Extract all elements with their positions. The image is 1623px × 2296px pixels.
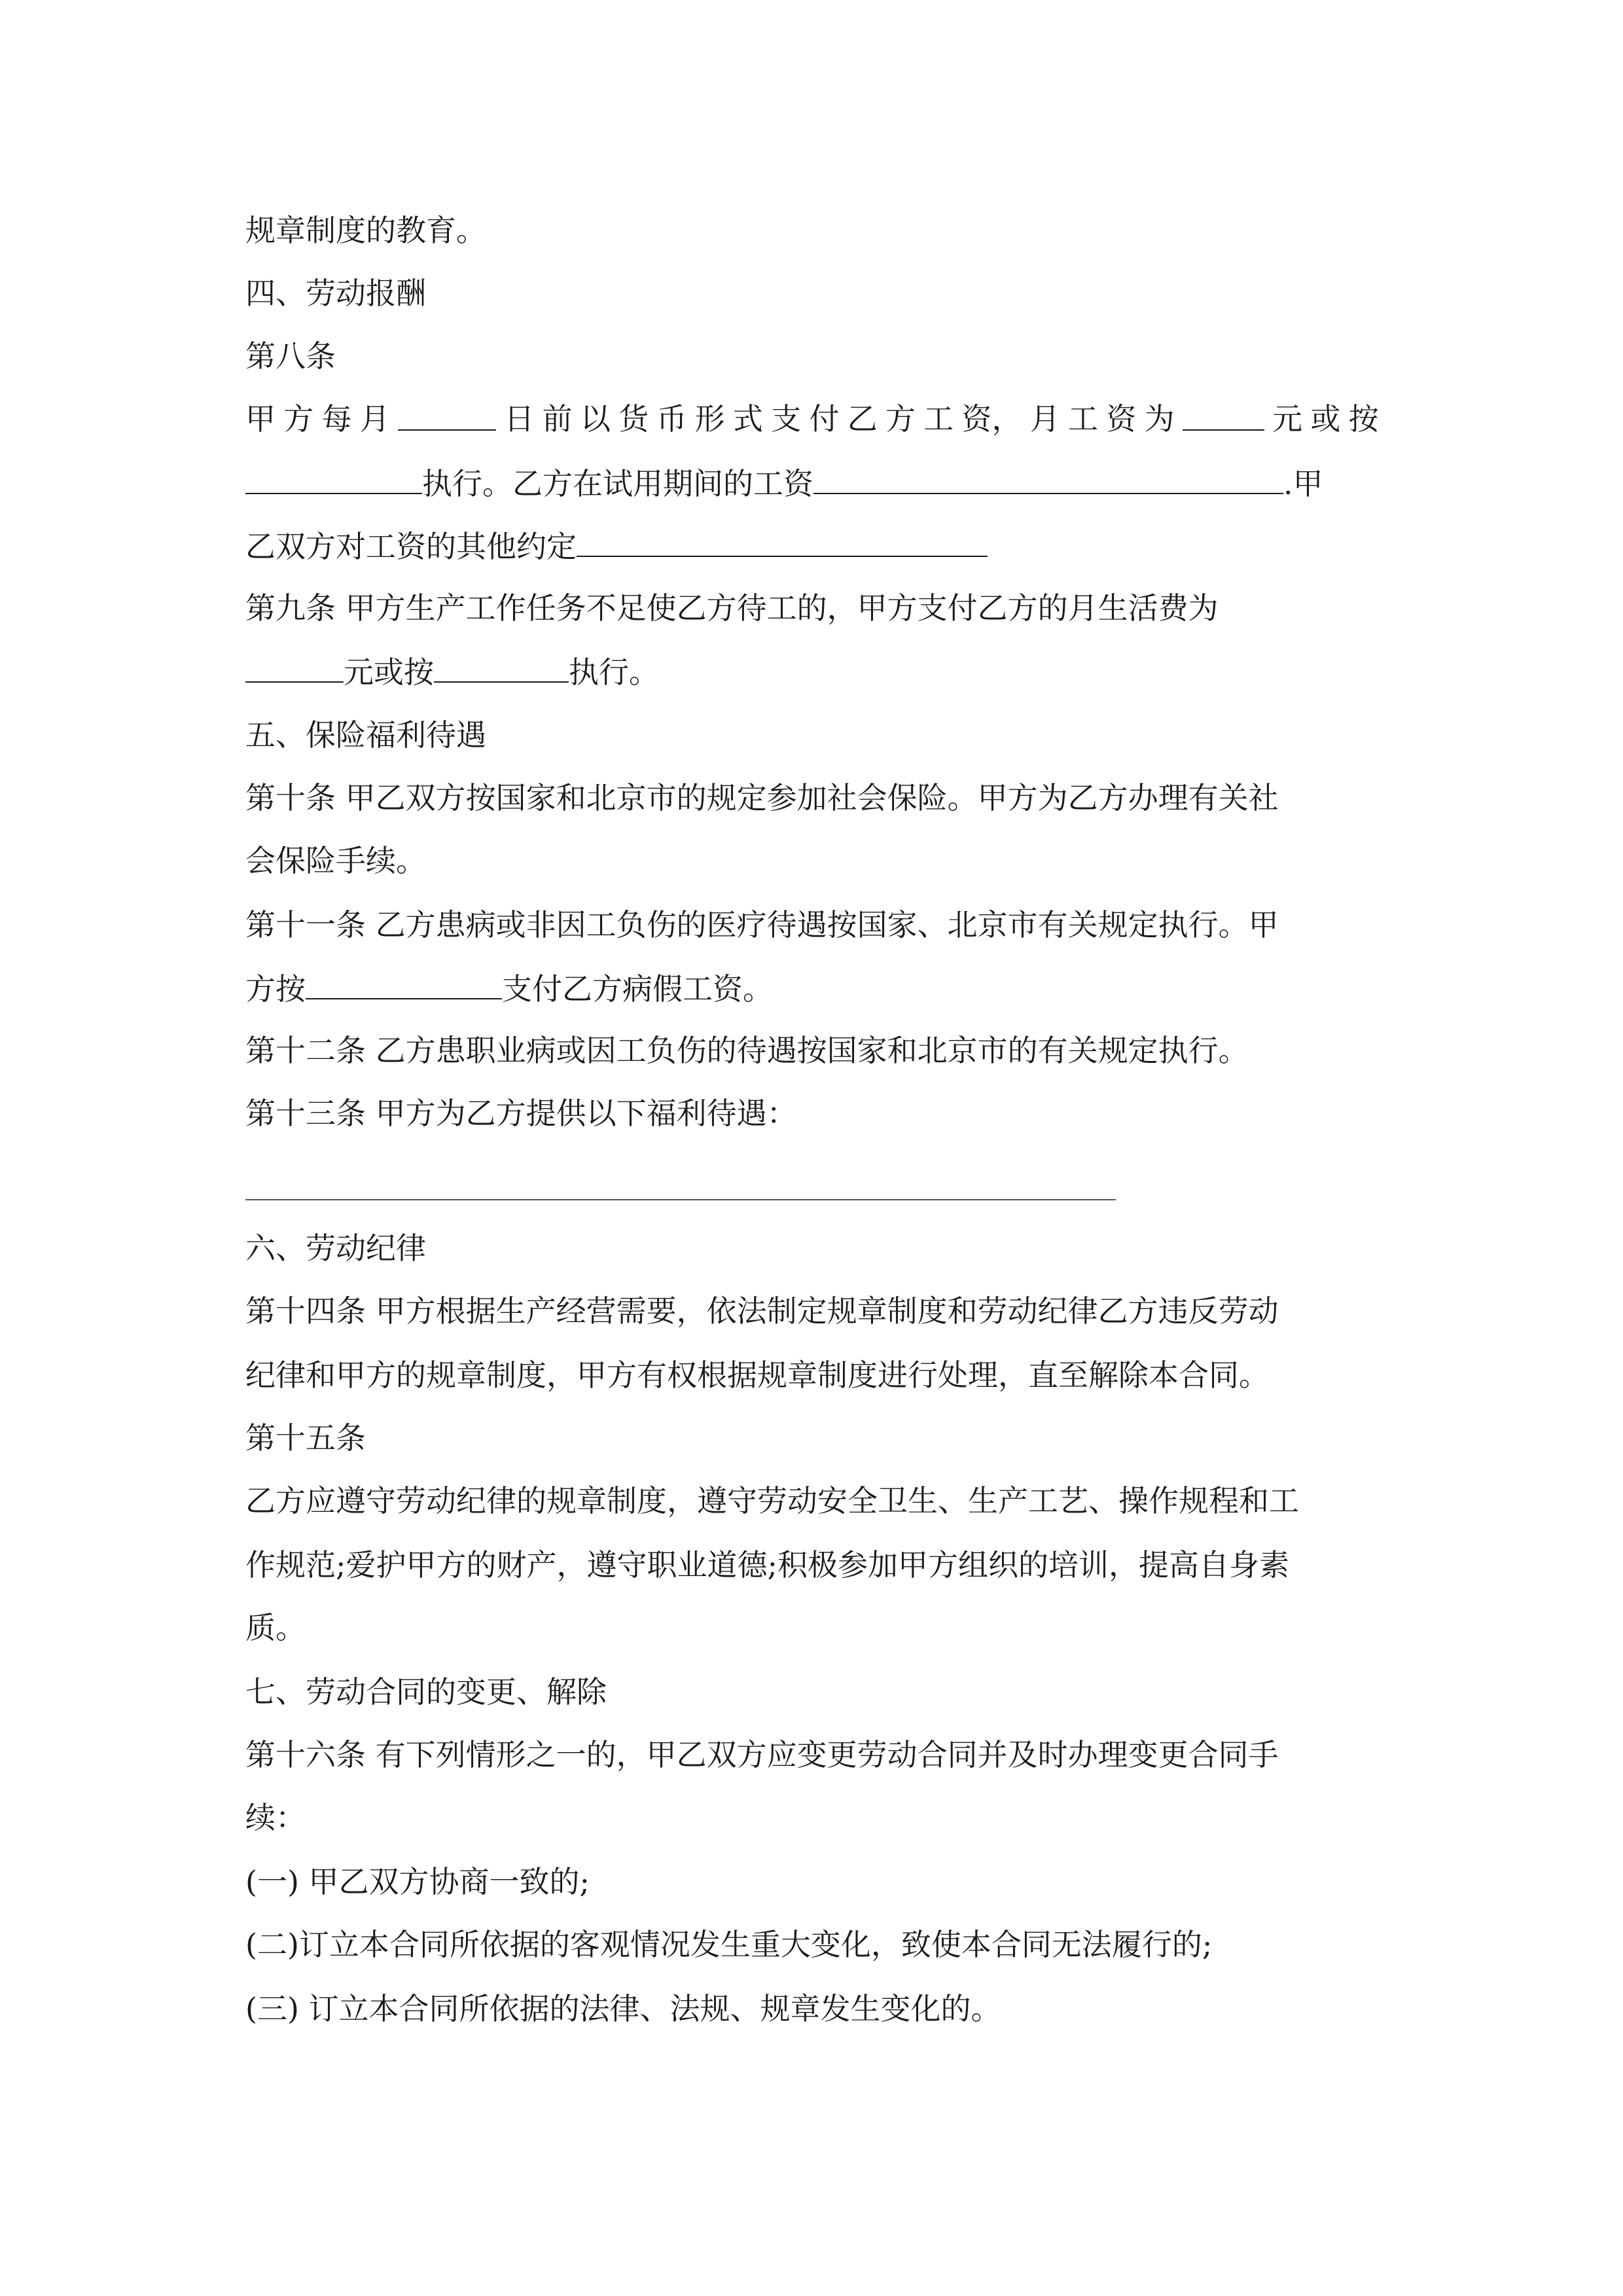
text-line: 规章制度的教育。	[245, 213, 486, 248]
text-span: 执行。	[569, 655, 659, 690]
text-span: 支付乙方病假工资。	[502, 971, 773, 1007]
text-span: .甲	[1283, 466, 1323, 501]
char: 资	[1106, 401, 1137, 437]
section-heading-7: 七、劳动合同的变更、解除	[245, 1674, 607, 1710]
char: 式	[732, 401, 763, 437]
char: 甲	[245, 401, 276, 437]
text-span: 元或按	[344, 655, 434, 690]
blank-benefits-line	[245, 1199, 1116, 1200]
article-11-line-1: 第十一条 乙方患病或非因工负伤的医疗待遇按国家、北京市有关规定执行。甲	[245, 907, 1279, 942]
article-14-line-2: 纪律和甲方的规章制度，甲方有权根据规章制度进行处理，直至解除本合同。	[245, 1357, 1269, 1393]
article-10-line-1: 第十条 甲乙双方按国家和北京市的规定参加社会保险。甲方为乙方办理有关社	[245, 780, 1279, 816]
article-11-line-2	[245, 968, 773, 1007]
blank-pay-day	[398, 399, 496, 431]
char: 乙	[847, 401, 878, 437]
char: 元	[1272, 401, 1303, 437]
article-16-line-1: 第十六条 有下列情形之一的，甲乙双方应变更劳动合同并及时办理变更合同手	[245, 1737, 1279, 1772]
article-8-title: 第八条	[245, 338, 336, 374]
article-9-line-2	[245, 651, 659, 691]
char: 月	[1029, 401, 1060, 437]
article-8-line-3	[245, 526, 988, 565]
char: 付	[809, 401, 840, 437]
char: 每	[321, 401, 352, 437]
article-14-line-1: 第十四条 甲方根据生产经营需要，依法制定规章制度和劳动纪律乙方违反劳动	[245, 1293, 1279, 1329]
article-8-line-2	[245, 463, 1323, 502]
char: 资，	[961, 401, 1022, 437]
char: 币	[656, 401, 687, 437]
char: 工	[923, 401, 954, 437]
article-16-line-2: 续：	[245, 1800, 306, 1835]
text-span: 方按	[245, 971, 306, 1007]
char: 以	[580, 401, 611, 437]
article-9-line-1: 第九条 甲方生产工作任务不足使乙方待工的，甲方支付乙方的月生活费为	[245, 590, 1219, 626]
char: 方	[283, 401, 314, 437]
char: 货	[618, 401, 649, 437]
list-item-2: (二)订立本合同所依据的客观情况发生重大变化，致使本合同无法履行的;	[245, 1927, 1213, 1962]
char: 按	[1348, 401, 1379, 437]
char: 为	[1144, 401, 1175, 437]
article-8-line-1	[245, 399, 1379, 439]
section-heading-5: 五、保险福利待遇	[245, 717, 486, 753]
blank-probation-wage	[813, 463, 1283, 494]
char: 方	[885, 401, 916, 437]
text-span: 乙双方对工资的其他约定	[245, 529, 577, 564]
article-15-title: 第十五条	[245, 1420, 366, 1456]
article-10-line-2: 会保险手续。	[245, 843, 426, 878]
list-item-1: (一) 甲乙双方协商一致的;	[245, 1864, 590, 1899]
char: 或	[1310, 401, 1341, 437]
char: 工	[1068, 401, 1099, 437]
article-15-line-3: 质。	[245, 1610, 306, 1645]
char: 支	[771, 401, 802, 437]
article-15-line-2: 作规范;爱护甲方的财产，遵守职业道德;积极参加甲方组织的培训，提高自身素	[245, 1547, 1289, 1583]
section-heading-4: 四、劳动报酬	[245, 276, 426, 311]
char: 日	[504, 401, 535, 437]
blank-living-allowance	[245, 651, 344, 683]
char: 月	[359, 401, 390, 437]
article-15-line-1: 乙方应遵守劳动纪律的规章制度，遵守劳动安全卫生、生产工艺、操作规程和工	[245, 1483, 1299, 1518]
blank-monthly-wage	[1183, 399, 1264, 431]
list-item-3: (三) 订立本合同所依据的法律、法规、规章发生变化的。	[245, 1991, 1001, 2026]
article-12: 第十二条 乙方患职业病或因工负伤的待遇按国家和北京市的有关规定执行。	[245, 1033, 1249, 1068]
article-13: 第十三条 甲方为乙方提供以下福利待遇：	[245, 1096, 797, 1131]
text-span: 执行。乙方在试用期间的工资	[422, 466, 813, 501]
char: 形	[694, 401, 725, 437]
char: 前	[542, 401, 573, 437]
blank-wage-basis	[245, 463, 422, 494]
blank-allowance-basis	[434, 651, 569, 683]
blank-sick-pay-basis	[306, 968, 502, 999]
blank-other-wage-terms	[577, 526, 988, 557]
section-heading-6: 六、劳动纪律	[245, 1230, 426, 1266]
